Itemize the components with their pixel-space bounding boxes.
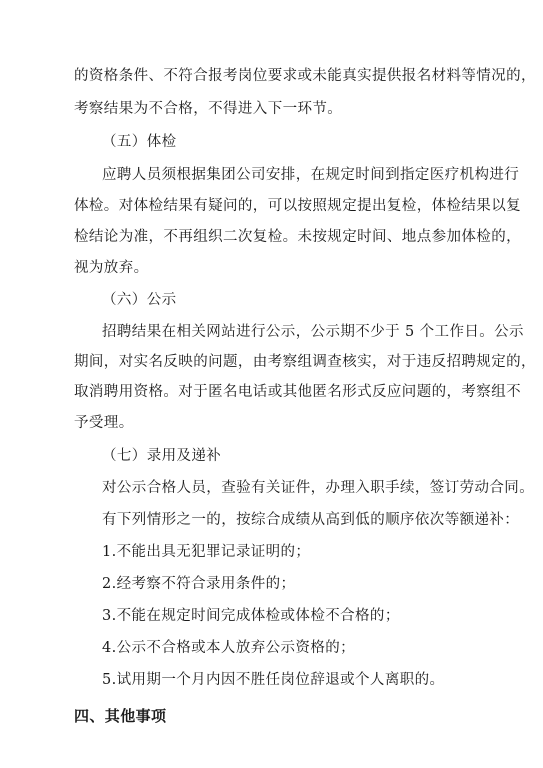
section-heading-publicity: （六）公示 [102, 292, 177, 308]
paragraph-line: 视为放弃。 [74, 260, 149, 276]
paragraph-line: 体检。对体检结果有疑问的，可以按照规定提出复检，体检结果以复 [74, 198, 521, 214]
paragraph-line: 对公示合格人员，查验有关证件，办理入职手续，签订劳动合同。 [102, 480, 535, 496]
list-item: 3.不能在规定时间完成体检或体检不合格的； [102, 608, 400, 624]
list-item: 2.经考察不符合录用条件的； [102, 576, 296, 592]
list-item: 1.不能出具无犯罪记录证明的； [102, 544, 311, 560]
paragraph-line: 予受理。 [74, 415, 134, 431]
paragraph-line: 检结论为准，不再组织二次复检。未按规定时间、地点参加体检的， [74, 229, 521, 245]
paragraph-line: 招聘结果在相关网站进行公示，公示期不少于 5 个工作日。公示 [102, 324, 524, 340]
paragraph-line: 有下列情形之一的，按综合成绩从高到低的顺序依次等额递补： [102, 512, 520, 528]
list-item: 4.公示不合格或本人放弃公示资格的； [102, 640, 356, 656]
section-heading-other-matters: 四、其他事项 [74, 707, 167, 725]
section-heading-hiring: （七）录用及递补 [102, 448, 222, 464]
paragraph-line: 的资格条件、不符合报考岗位要求或未能真实提供报名材料等情况的， [74, 68, 536, 84]
paragraph-line: 应聘人员须根据集团公司安排，在规定时间到指定医疗机构进行 [102, 167, 520, 183]
paragraph-line: 考察结果为不合格，不得进入下一环节。 [74, 101, 343, 117]
list-item: 5.试用期一个月内因不胜任岗位辞退或个人离职的。 [102, 672, 445, 688]
paragraph-line: 取消聘用资格。对于匿名电话或其他匿名形式反应问题的，考察组不 [74, 384, 521, 400]
section-heading-physical-exam: （五）体检 [102, 134, 177, 150]
paragraph-line: 期间，对实名反映的问题，由考察组调查核实，对于违反招聘规定的， [74, 354, 536, 370]
